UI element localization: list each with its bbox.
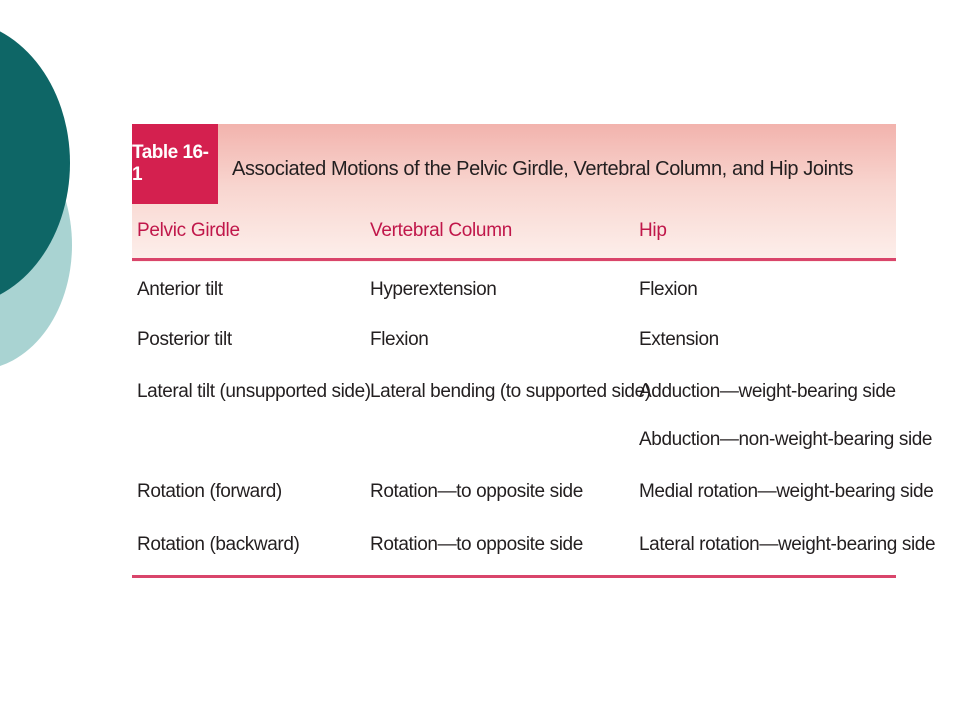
bottom-rule — [132, 575, 896, 578]
table-cell: Extension — [639, 329, 719, 350]
column-header-pelvic-girdle: Pelvic Girdle — [137, 220, 240, 241]
table-cell: Medial rotation—weight-bearing side — [639, 481, 934, 502]
table-cell: Posterior tilt — [137, 329, 232, 350]
table-cell: Rotation (forward) — [137, 481, 282, 502]
table-cell: Lateral bending (to supported side) — [370, 381, 651, 402]
column-header-vertebral-column: Vertebral Column — [370, 220, 512, 241]
header-rule — [132, 258, 896, 261]
table-cell: Rotation (backward) — [137, 534, 300, 555]
table-cell: Abduction—non-weight-bearing side — [639, 429, 933, 450]
table-cell: Adduction—weight-bearing side — [639, 381, 896, 402]
table-cell: Rotation—to opposite side — [370, 534, 583, 555]
table-cell: Flexion — [370, 329, 429, 350]
table-cell: Anterior tilt — [137, 279, 223, 300]
table-number-badge: Table 16-1 — [132, 124, 218, 204]
table-cell: Lateral rotation—weight-bearing side — [639, 534, 936, 555]
table-cell: Flexion — [639, 279, 698, 300]
table-header-band — [132, 124, 896, 262]
table-figure — [132, 124, 936, 580]
table-cell: Lateral tilt (unsupported side) — [137, 381, 371, 402]
table-cell: Hyperextension — [370, 279, 497, 300]
column-header-hip: Hip — [639, 220, 667, 241]
table-cell: Rotation—to opposite side — [370, 481, 583, 502]
table-title: Associated Motions of the Pelvic Girdle, Vertebral Column, and Hip Joints — [232, 158, 854, 180]
